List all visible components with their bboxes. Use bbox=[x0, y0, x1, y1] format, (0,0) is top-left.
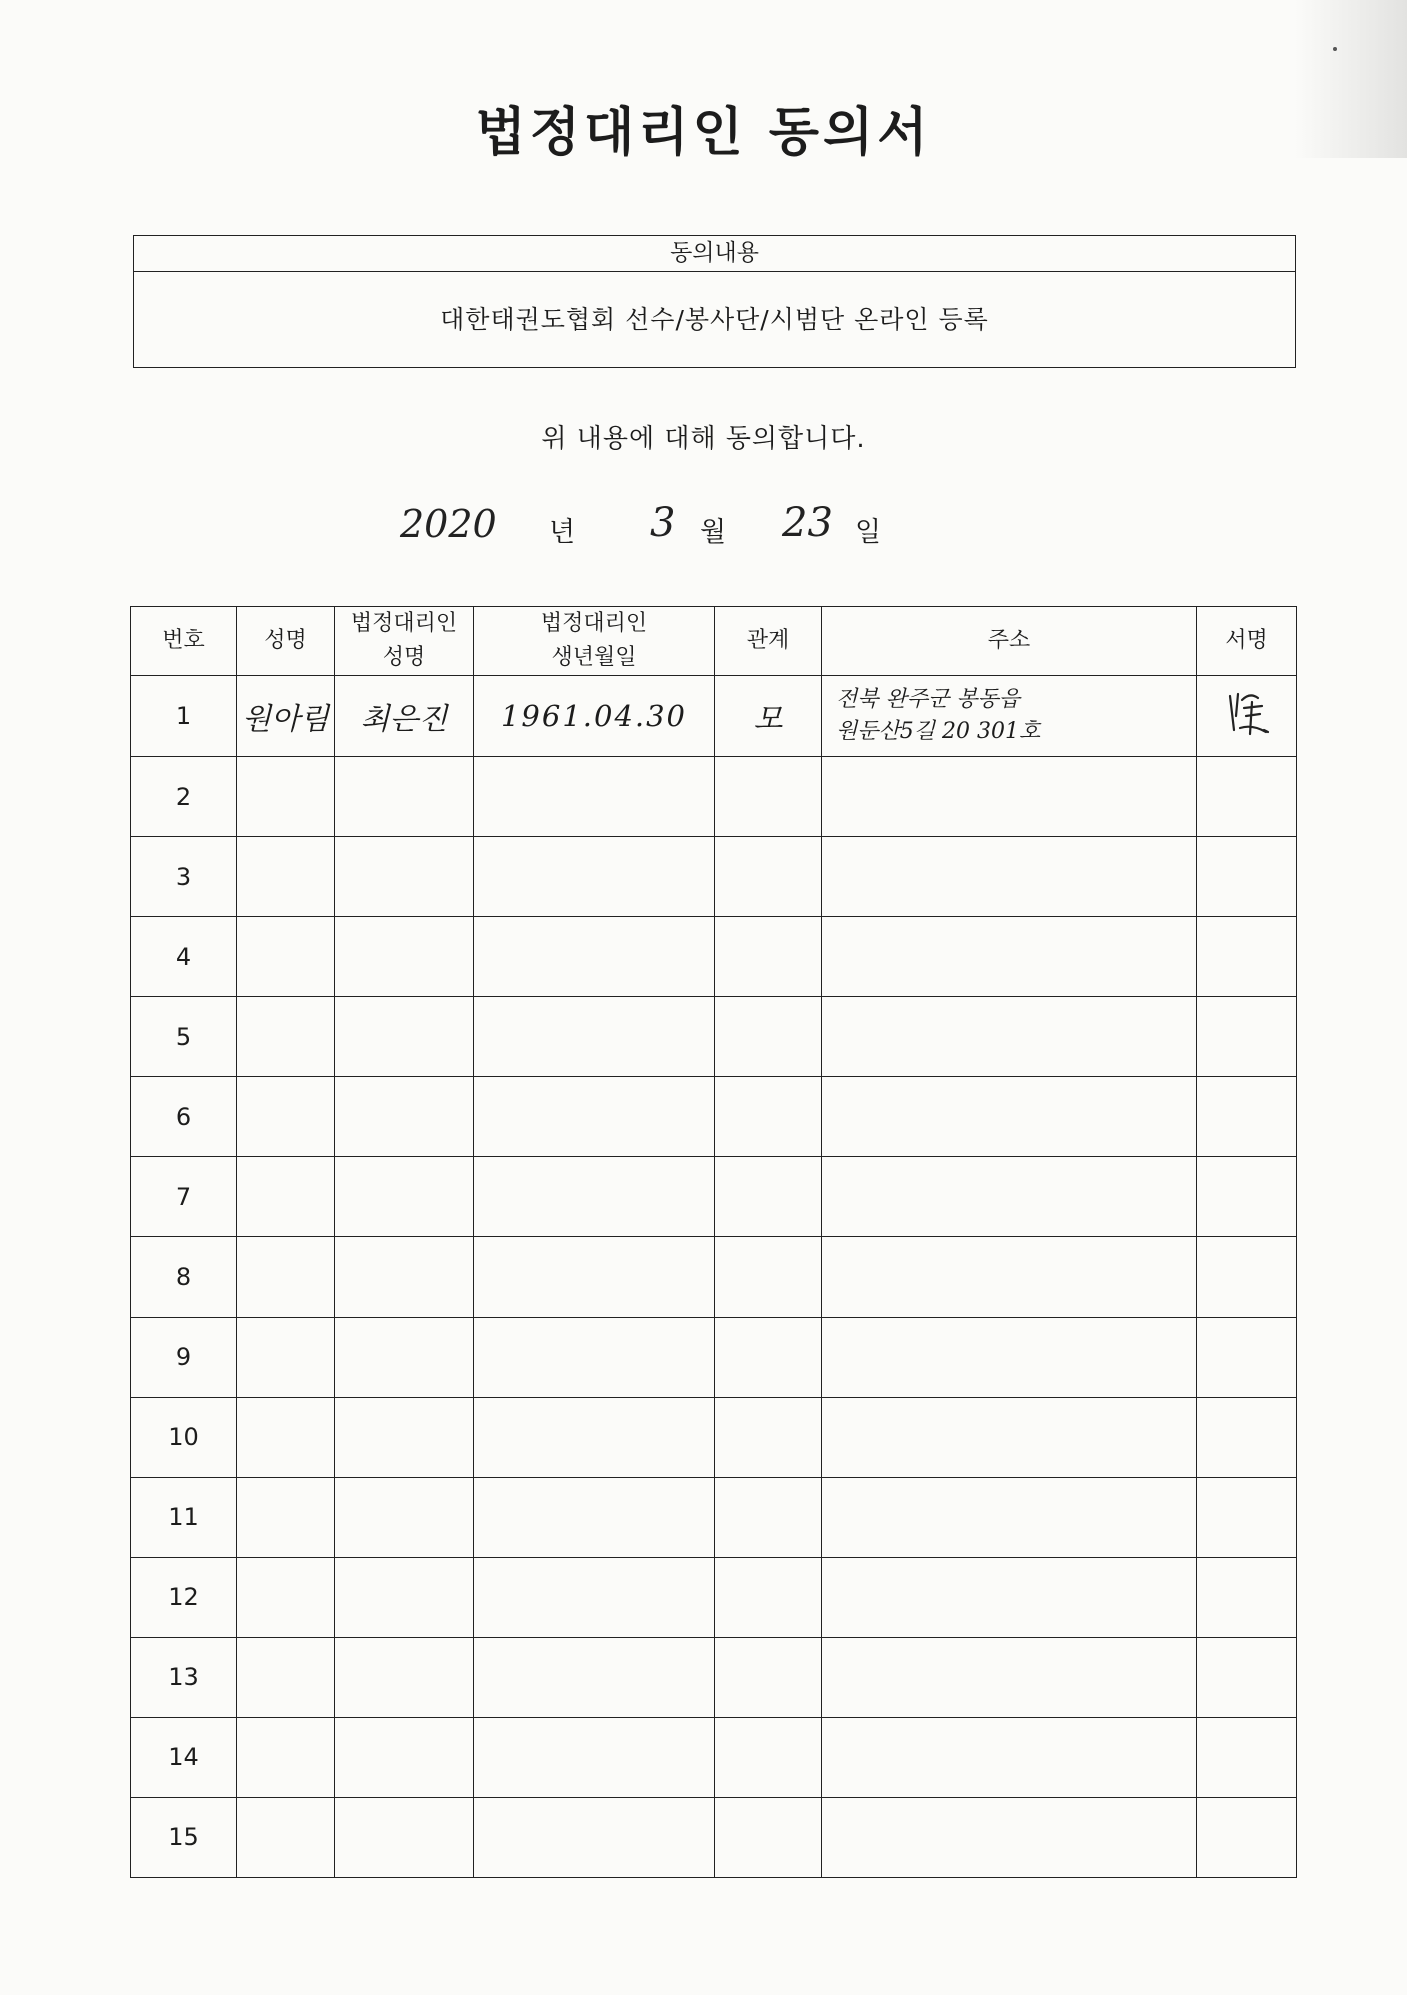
row-number: 2 bbox=[131, 757, 237, 837]
row-number: 9 bbox=[131, 1317, 237, 1397]
row-number: 1 bbox=[131, 676, 237, 757]
header-name: 성명 bbox=[237, 607, 335, 676]
consent-box bbox=[133, 235, 1296, 368]
table-row bbox=[131, 1157, 1297, 1237]
row-number: 7 bbox=[131, 1157, 237, 1237]
table-row bbox=[131, 1717, 1297, 1797]
row-number: 13 bbox=[131, 1637, 237, 1717]
date-year-unit: 년 bbox=[549, 517, 576, 548]
row-number: 4 bbox=[131, 917, 237, 997]
date-day-unit: 일 bbox=[855, 517, 882, 548]
row-number: 12 bbox=[131, 1557, 237, 1637]
row-number: 8 bbox=[131, 1237, 237, 1317]
header-signature: 서명 bbox=[1197, 607, 1297, 676]
table-row bbox=[131, 1637, 1297, 1717]
page-title: 법정대리인 동의서 bbox=[475, 103, 932, 163]
table-row bbox=[131, 1797, 1297, 1877]
date-day-handwritten: 23 bbox=[782, 500, 833, 546]
row-number: 10 bbox=[131, 1397, 237, 1477]
table-row bbox=[131, 917, 1297, 997]
agree-statement: 위 내용에 대해 동의합니다. bbox=[541, 424, 866, 454]
consent-header: 동의내용 bbox=[134, 236, 1295, 272]
header-relation: 관계 bbox=[715, 607, 822, 676]
table-row bbox=[131, 997, 1297, 1077]
row-number: 15 bbox=[131, 1797, 237, 1877]
consent-text: 대한태권도협회 선수/봉사단/시범단 온라인 등록 bbox=[440, 305, 989, 334]
date-month-unit: 월 bbox=[700, 517, 727, 548]
scan-speck bbox=[1333, 47, 1337, 51]
relation-handwritten: 모 bbox=[715, 676, 822, 757]
date-month-handwritten: 3 bbox=[650, 500, 676, 546]
table-row bbox=[131, 1237, 1297, 1317]
handwritten-signature bbox=[1224, 686, 1270, 740]
date-line bbox=[0, 500, 1407, 560]
table-row bbox=[131, 1317, 1297, 1397]
address-handwritten: 전북 완주군 봉동읍 원둔산5길 20 301호 bbox=[822, 676, 1197, 757]
row-number: 11 bbox=[131, 1477, 237, 1557]
header-address: 주소 bbox=[822, 607, 1197, 676]
table-row bbox=[131, 1557, 1297, 1637]
row-number: 3 bbox=[131, 837, 237, 917]
signature-cell bbox=[1197, 676, 1297, 757]
guardian-roster-table bbox=[130, 606, 1297, 1878]
table-row bbox=[131, 1477, 1297, 1557]
header-no: 번호 bbox=[131, 607, 237, 676]
row-number: 14 bbox=[131, 1717, 237, 1797]
guardian-name-handwritten: 최은진 bbox=[335, 676, 474, 757]
table-header-row bbox=[131, 607, 1297, 676]
table-row bbox=[131, 676, 1297, 757]
guardian-birth-handwritten: 1961.04.30 bbox=[474, 676, 715, 757]
table-row bbox=[131, 837, 1297, 917]
row-number: 5 bbox=[131, 997, 237, 1077]
student-name-handwritten: 원아림 bbox=[237, 676, 335, 757]
table-row bbox=[131, 757, 1297, 837]
date-year-handwritten: 2020 bbox=[400, 502, 497, 546]
header-guardian-birth: 법정대리인 생년월일 bbox=[474, 607, 715, 676]
header-guardian-name: 법정대리인 성명 bbox=[335, 607, 474, 676]
table-row bbox=[131, 1397, 1297, 1477]
row-number: 6 bbox=[131, 1077, 237, 1157]
table-row bbox=[131, 1077, 1297, 1157]
